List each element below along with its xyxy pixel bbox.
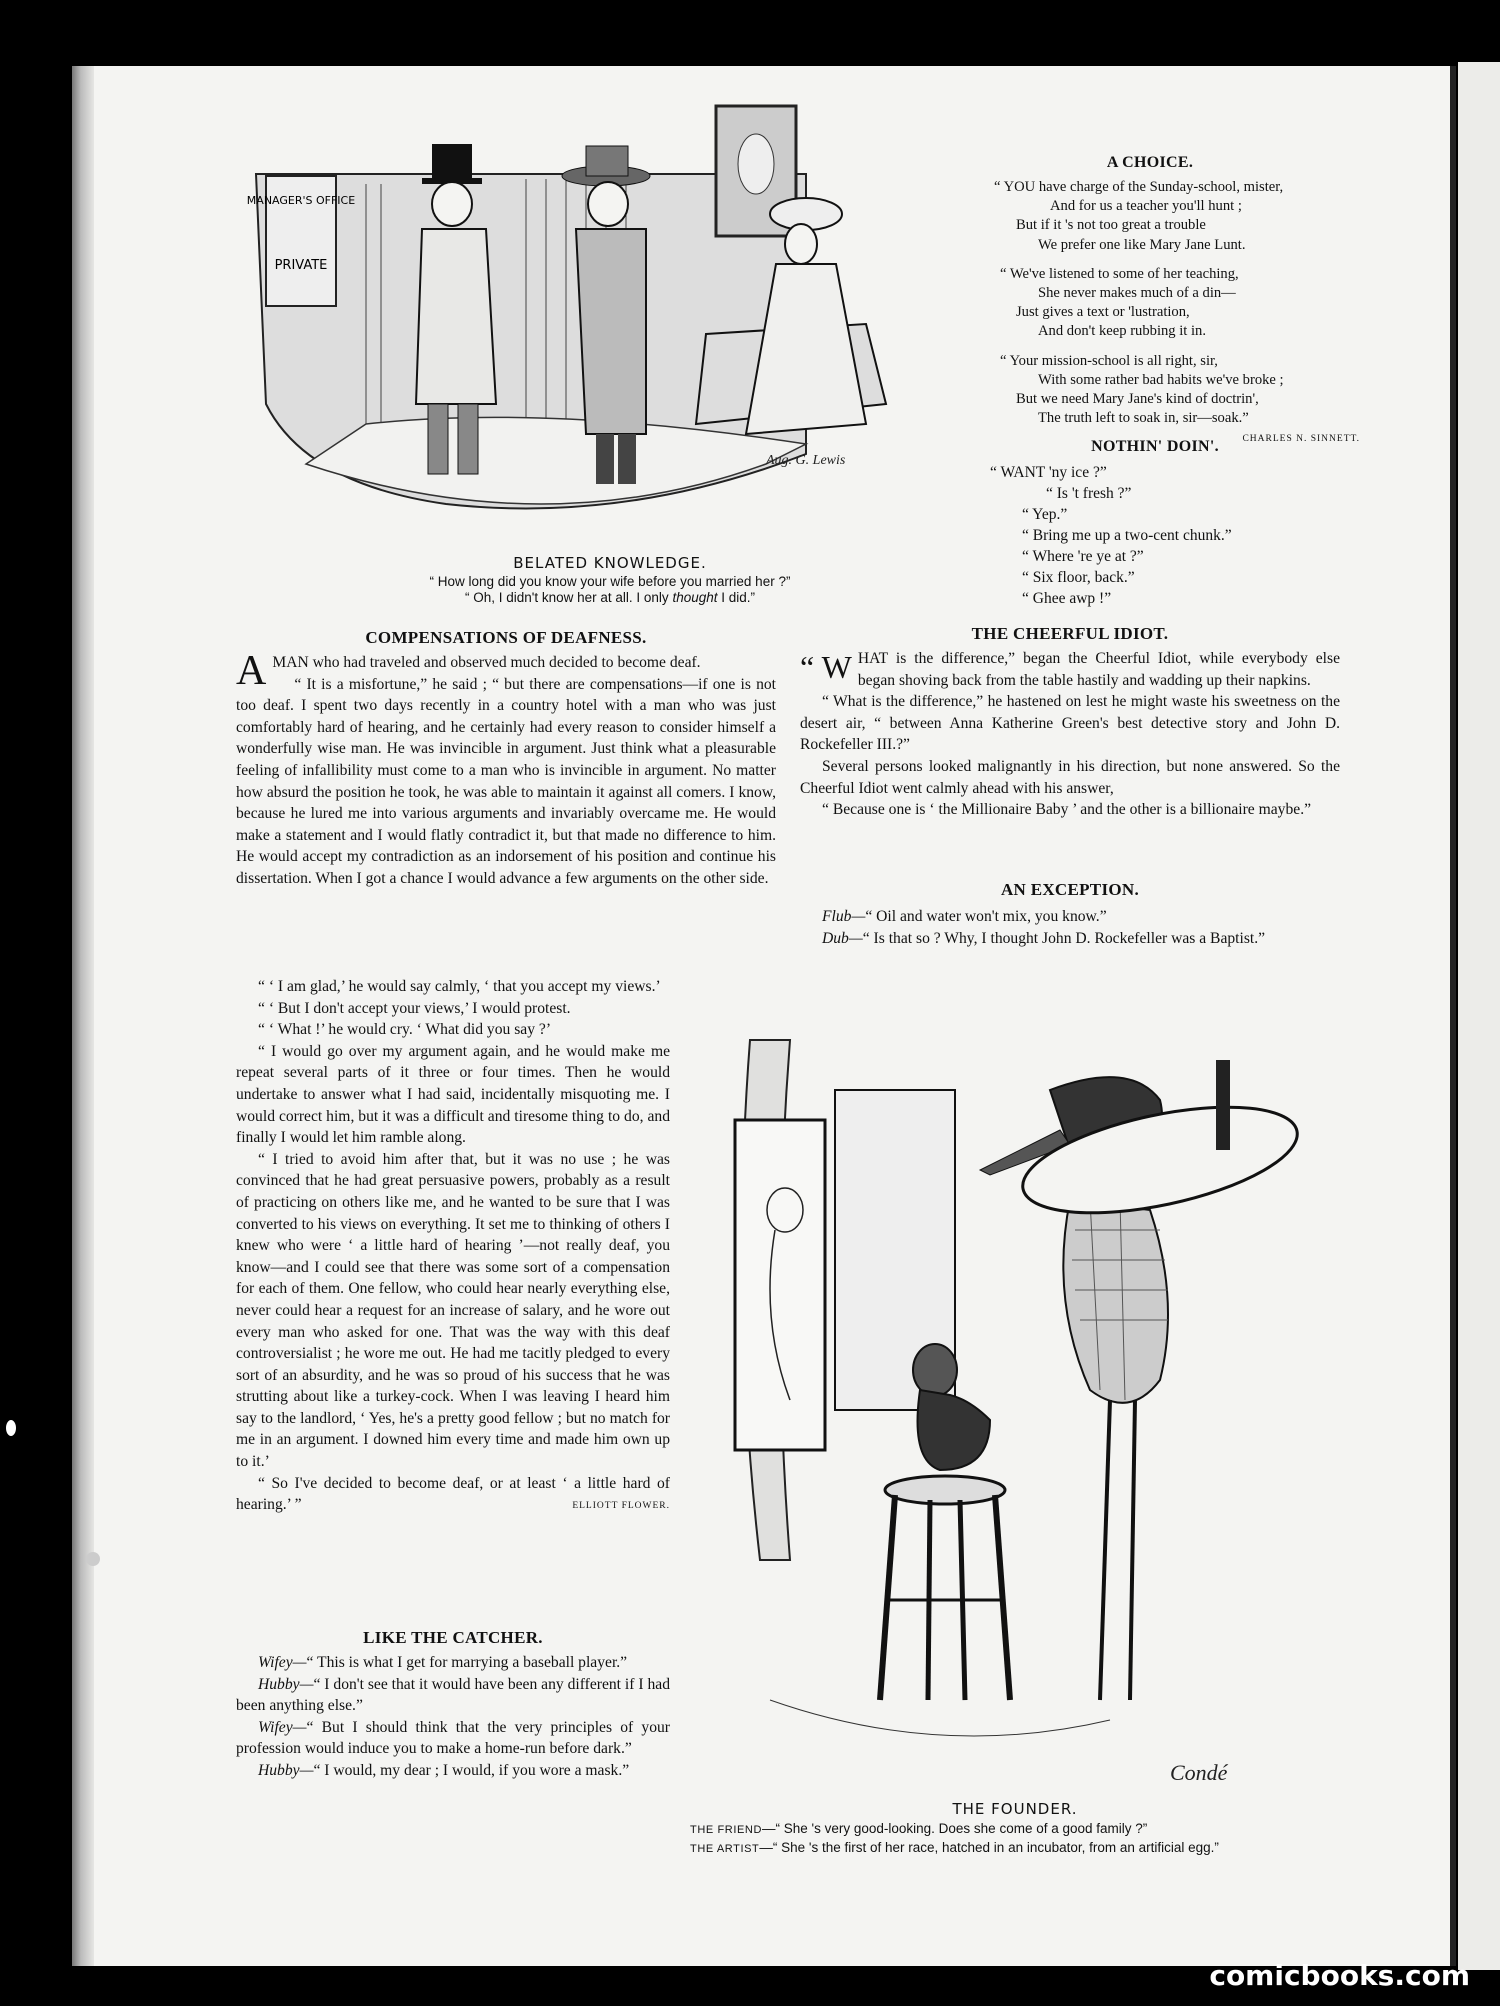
exception-title: AN EXCEPTION. [1000,880,1140,899]
founder-signature: Condé [1170,1760,1228,1785]
idiot-paragraph: “ Because one is ‘ the Millionaire Baby ’ and the other is a billionaire maybe.” [822,801,1312,819]
belated-line-2a: “ Oh, I didn't know her at all. I only [465,590,673,605]
dropcap: A [236,648,267,694]
nothin-line: “ Where 're ye at ?” [1022,548,1144,565]
deafness-column-bottom [236,976,670,1517]
speaker-text: “ This is what I get for marrying a baseball player.” [306,1654,628,1671]
speaker-label: Hubby— [258,1761,314,1779]
choice-line: We prefer one like Mary Jane Lunt. [1038,236,1246,253]
artist-signature: Aug. G. Lewis [766,453,846,468]
speaker-text: “ I would, my dear ; I would, if you wore a mask.” [313,1761,630,1779]
founder-title: THE FOUNDER. [952,1800,1078,1818]
easel-canvas [735,1120,825,1450]
speaker-label: Hubby— [258,1675,314,1693]
deafness-text: MAN who had traveled and observed much decided to become deaf. [272,654,701,671]
deafness-paragraph: “ I would go over my argument again, and he would make me repeat several parts of it three or four times. Then he would undertake to answer what I had said, incidentally misquoting me. I would correct him, but it was a difficult and tiresome thing to do, and finally I would let him ramble along. [236,1042,670,1147]
belated-line-2b: thought [672,590,718,605]
deafness-column-top [236,648,776,890]
nothin-line: “ WANT 'ny ice ?” [990,464,1107,481]
nothin-line: “ Ghee awp !” [1022,590,1112,607]
friend-text: —“ She 's very good-looking. Does she come of a good family ?” [762,1821,1148,1836]
choice-stanza-3 [994,352,1360,429]
speaker-text: “ But I should think that the very principles of your profession would induce you to make a home-run before dark.” [236,1718,670,1758]
choice-title: A CHOICE. [1106,154,1194,171]
deafness-paragraph: “ ‘ What !’ he would cry. ‘ What did you say ?’ [258,1021,552,1039]
scan-mark [6,1420,16,1436]
catcher-line [236,1652,670,1674]
choice-author: CHARLES N. SINNETT. [1242,434,1360,445]
deafness-paragraph: “ I tried to avoid him after that, but it was no use ; he was convinced that he had great persuasive powers, probably as a result of practicing on others like me, and he wanted to be sure that I was converted to his views on everything. It set me to thinking of others I knew who were ‘ a little hard of hearing ’—not really deaf, you know—and I could see that there was some sort of a compensation for each of them. One fellow, who could hear nearly everything else, never could hear a request for an increase of salary, and he wore out every man who asked for one. That was the way with this deaf controversialist ; he wore me out. He had me tacitly pledged to every sort of an absurdity, and he was so proud of his success that he was strutting about like a turkey-cock. When I was leaving I heard him say to the landlord, ‘ Yes, he's a pretty good fellow ; but no match for me in an argument. I downed him every time and made him own up to it.’ [236,1150,670,1471]
speaker-label: Dub— [822,929,863,947]
exception-line [800,928,1340,950]
catcher-line [236,1717,670,1760]
catcher-line [236,1674,670,1717]
deafness-paragraph: “ ‘ But I don't accept your views,’ I would protest. [258,999,571,1017]
speaker-label: Wifey— [258,1718,307,1736]
founder-illustration [690,1000,1340,1800]
speaker-text: “ Is that so ? Why, I thought John D. Rockefeller was a Baptist.” [862,929,1266,947]
deafness-paragraph: “ It is a misfortune,” he said ; “ but there are compensations—if one is not too deaf. I spent two days recently in a country hotel with a man who was just comfortably hard of hearing, and he certainly had every reason to consider himself a wonderfully wise man. He was invincible in argument. Just think what a pleasurable feeling of infallibility must come to a man who is invincible in argument. No matter how absurd the position he took, he was able to maintain it against all comers. I know, because he lured me into various arguments and invariably overcame me. He would make a statement and I would flatly contradict it, but that made no difference to him. He would accept my contradiction as an indorsement of his position and continue his dissertation. When I got a chance I would advance a few arguments on the other side. [236,675,776,887]
catcher-dialogue [236,1652,670,1782]
nothin-line: “ Yep.” [1022,506,1068,523]
nothin-line: “ Six floor, back.” [1022,569,1135,586]
belated-title: BELATED KNOWLEDGE. [513,554,707,572]
catcher-line [236,1760,670,1782]
speaker-label: Flub— [822,908,866,925]
nothin-title: NOTHIN' DOIN'. [1091,438,1219,455]
speaker-label: Wifey— [258,1654,307,1671]
catcher-title: LIKE THE CATCHER. [363,1628,543,1647]
choice-stanza-1 [994,178,1360,255]
adjacent-page-edge [1458,62,1500,1970]
page-gutter [1450,66,1456,1966]
idiot-text: HAT is the difference,” began the Cheerful Idiot, while everybody else began shoving back from the table hastily and wadding up their napkins. [857,650,1340,689]
choice-line: The truth left to soak in, sir—soak.” [1038,410,1249,427]
choice-line: With some rather bad habits we've broke ; [1038,371,1284,388]
nothin-line: “ Is 't fresh ?” [1046,485,1132,502]
deafness-paragraph: “ ‘ I am glad,’ he would say calmly, ‘ that you accept my views.’ [258,978,661,995]
exception-line [800,906,1340,928]
deafness-author: ELLIOTT FLOWER. [572,1500,670,1511]
choice-line: Just gives a text or 'lustration, [1016,304,1190,321]
sign-bottom-text: PRIVATE [274,258,328,273]
idiot-paragraph [800,648,1340,691]
choice-line: And for us a teacher you'll hunt ; [1050,198,1242,215]
choice-line: “ Your mission-school is all right, sir, [1000,352,1218,369]
choice-line: But we need Mary Jane's kind of doctrin', [1016,391,1259,408]
artist-text: —“ She 's the first of her race, hatched in an incubator, from an artificial egg.” [759,1840,1219,1855]
choice-poem [994,178,1360,450]
idiot-title: THE CHEERFUL IDIOT. [971,624,1169,643]
deafness-paragraph [236,648,776,694]
sign-top-text: MANAGER'S OFFICE [246,194,356,207]
choice-stanza-2 [994,265,1360,342]
deafness-paragraph: “ So I've decided to become deaf, or at least ‘ a little hard of hearing.’ ” [236,1474,670,1514]
founder-caption [690,1820,1340,1858]
idiot-paragraph: “ What is the difference,” he hastened on lest he might waste his sweetness on the desert air, “ between Anna Katherine Green's best detective story and John D. Rockefeller III.?” [800,693,1340,754]
choice-line: And don't keep rubbing it in. [1038,323,1207,340]
artist-label: THE ARTIST [690,1843,760,1855]
nothin-dialogue [990,462,1330,609]
idiot-column [800,648,1340,821]
exception-dialogue [800,906,1340,949]
belated-line-1: “ How long did you know your wife before you married her ?” [429,574,791,589]
page-binding [72,66,94,1966]
binding-hole [86,1552,100,1566]
choice-line: She never makes much of a din— [1038,285,1236,302]
speaker-text: “ Oil and water won't mix, you know.” [865,908,1107,925]
watermark: comicbooks.com [1209,1959,1470,1992]
belated-caption [300,574,920,606]
choice-line: “ YOU have charge of the Sunday-school, mister, [994,179,1284,195]
belated-knowledge-illustration [246,104,968,536]
nothin-line: “ Bring me up a two-cent chunk.” [1022,527,1232,544]
choice-line: “ We've listened to some of her teaching, [1000,265,1239,282]
friend-label: THE FRIEND [690,1824,762,1836]
dropcap: “ W [800,649,852,685]
paint-brushes [1216,1060,1230,1150]
speaker-text: “ I don't see that it would have been any different if I had been anything else.” [236,1675,670,1715]
deafness-title: COMPENSATIONS OF DEAFNESS. [365,628,647,647]
choice-line: But if it 's not too great a trouble [1016,217,1206,234]
belated-line-2c: I did.” [717,590,755,605]
idiot-paragraph: Several persons looked malignantly in his direction, but none answered. So the Cheerful Idiot went calmly ahead with his answer, [800,757,1340,797]
